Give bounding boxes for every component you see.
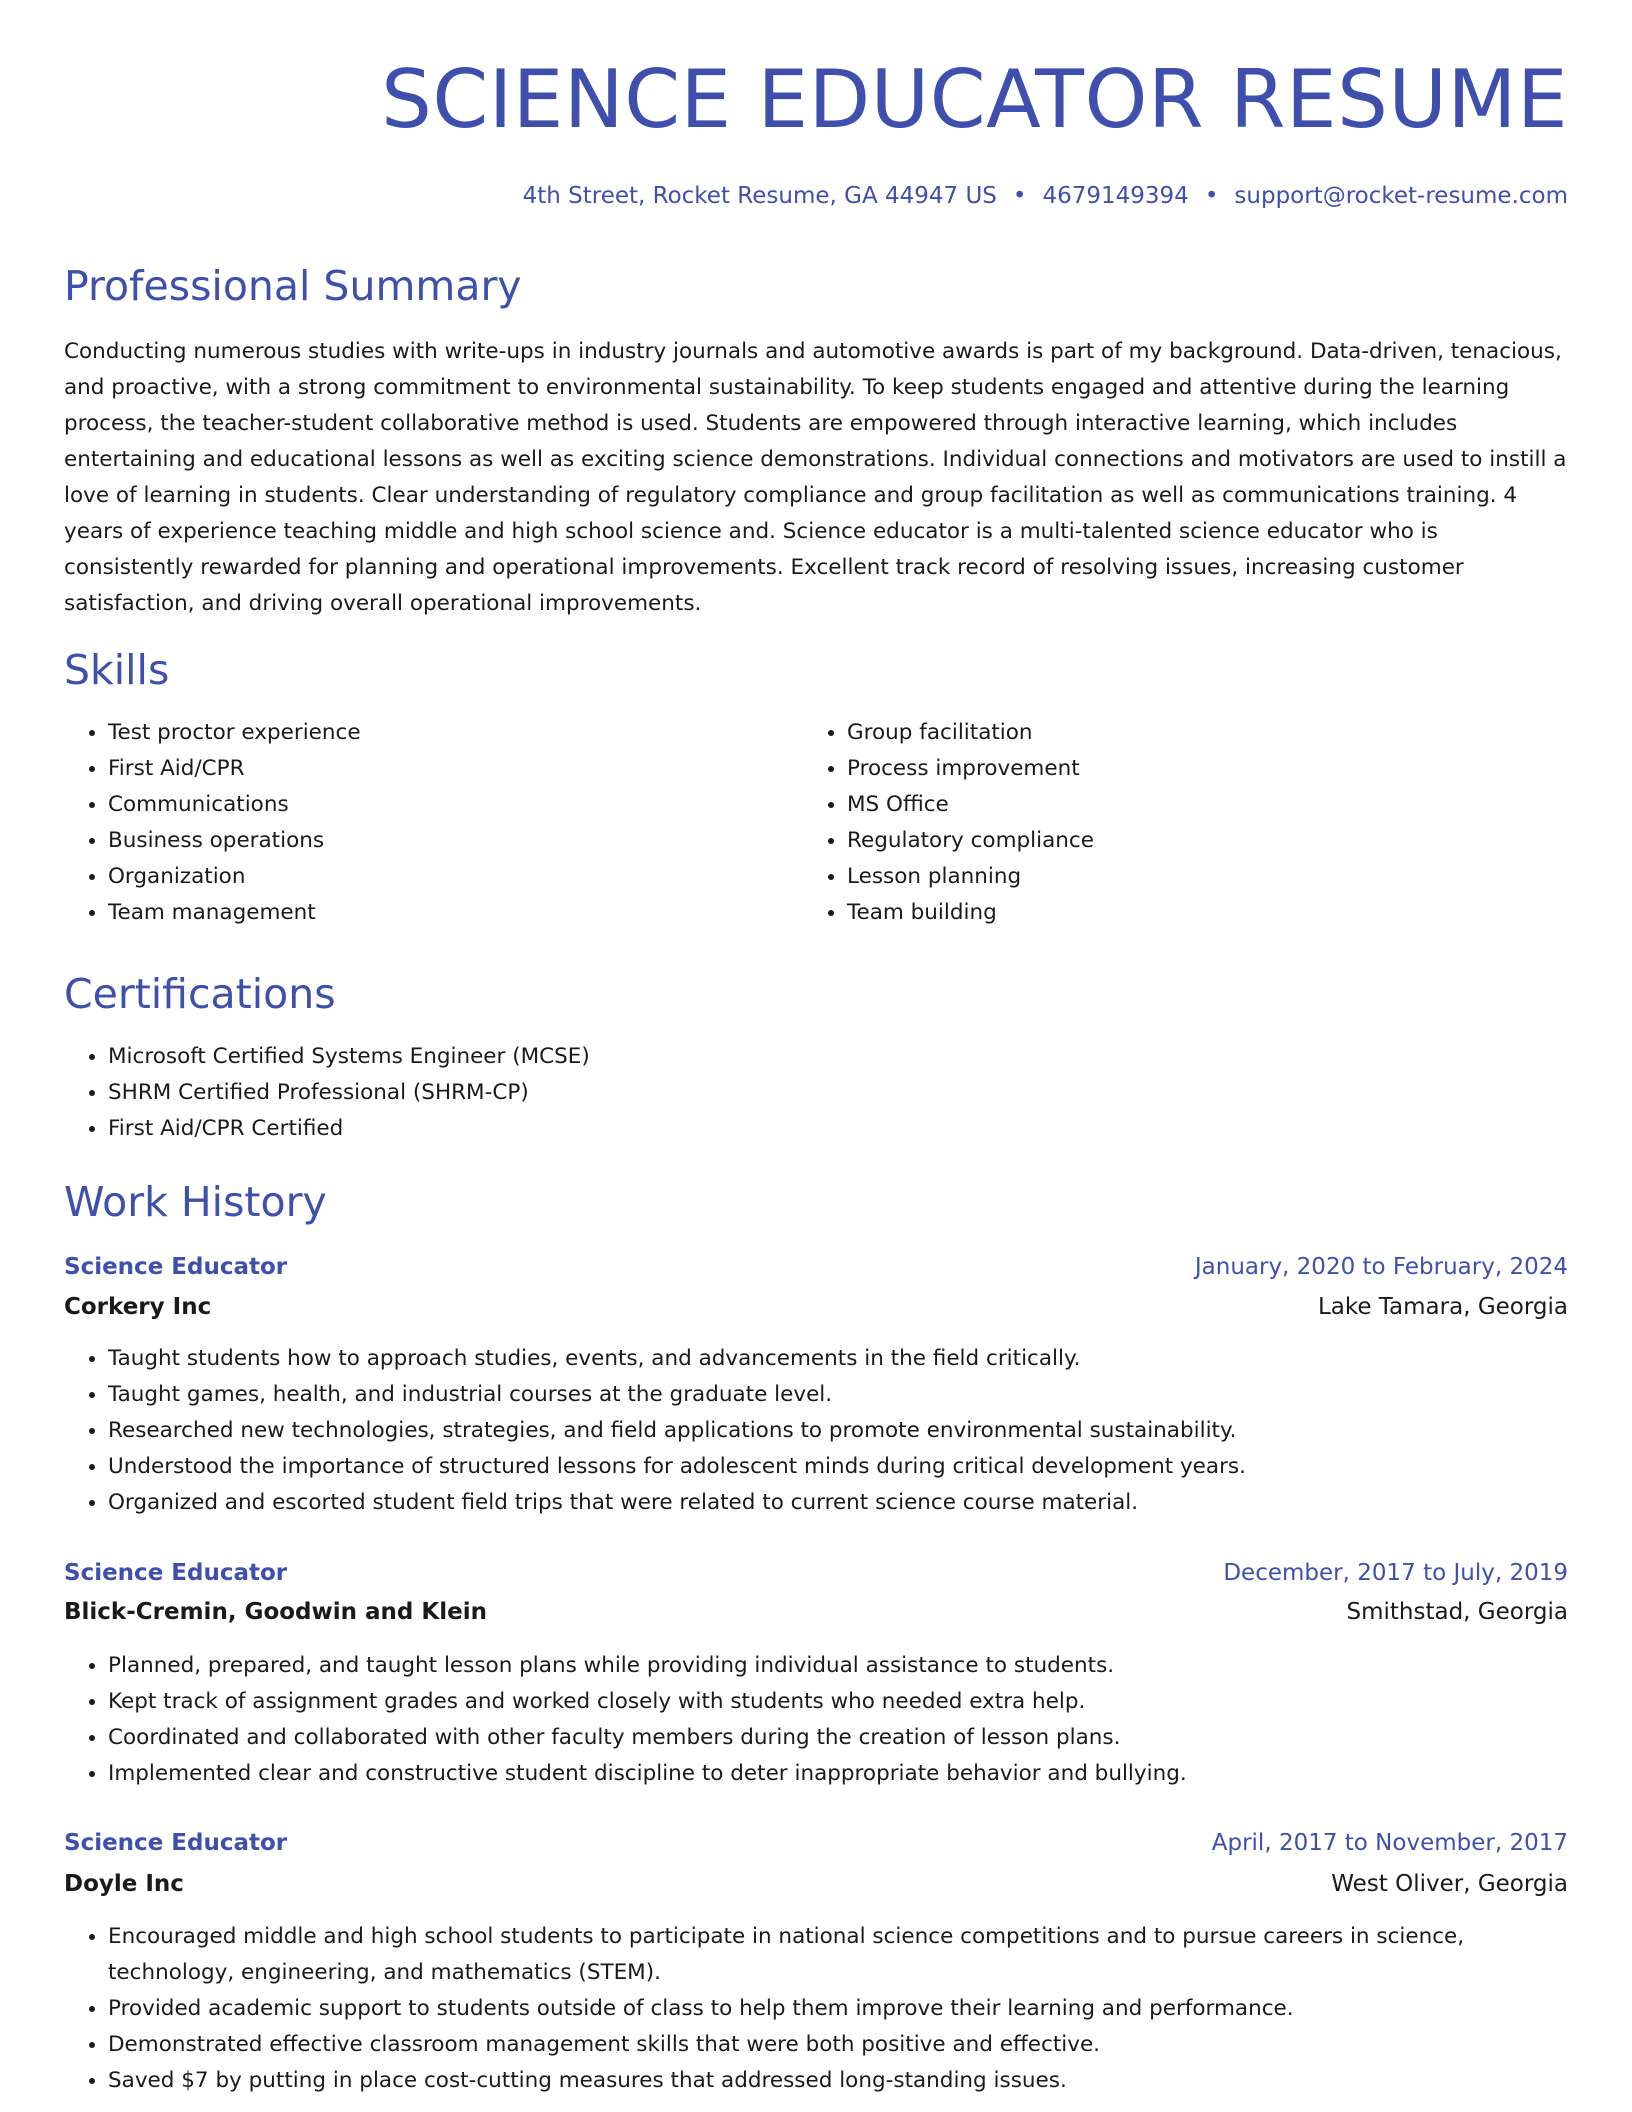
job-title: Science Educator bbox=[64, 1560, 288, 1586]
job-bullet: • Researched new technologies, strategies, and field applications to promote environmental sustainability. bbox=[108, 1413, 1568, 1449]
job-dates: December, 2017 to July, 2019 bbox=[1223, 1560, 1568, 1586]
contact-address: 4th Street, Rocket Resume, GA 44947 US bbox=[522, 183, 997, 209]
contact-separator: • bbox=[1204, 183, 1219, 209]
skill-item: • Lesson planning bbox=[847, 859, 1547, 895]
job-dates: January, 2020 to February, 2024 bbox=[1194, 1254, 1568, 1280]
skills-list-left bbox=[64, 715, 808, 931]
skill-item: • Communications bbox=[108, 787, 808, 823]
job-bullets bbox=[64, 1648, 1568, 1792]
work-history-heading: Work History bbox=[64, 1178, 327, 1226]
certification-item: • SHRM Certified Professional (SHRM-CP) bbox=[108, 1075, 1568, 1111]
job-bullet: • Provided academic support to students outside of class to help them improve their learning and performance. bbox=[108, 1991, 1568, 2027]
job-bullet: • Coordinated and collaborated with other faculty members during the creation of lesson plans. bbox=[108, 1720, 1568, 1756]
skill-item: • Team management bbox=[108, 895, 808, 931]
summary-text: Conducting numerous studies with write-ups in industry journals and automotive awards is part of my background. Data-driven, tenacious, and proactive, with a strong commitment to environmental sustainability. To keep students engaged and attentive during the learning process, the teacher-student collaborative method is used. Students are empowered through interactive learning, which includes entertaining and educational lessons as well as exciting science demonstrations. Individual connections and motivators are used to instill a love of learning in students. Clear understanding of regulatory compliance and group facilitation as well as communications training. 4 years of experience teaching middle and high school science and. Science educator is a multi-talented science educator who is consistently rewarded for planning and operational improvements. Excellent track record of resolving issues, increasing customer satisfaction, and driving overall operational improvements. bbox=[64, 339, 1567, 616]
skill-item: • MS Office bbox=[847, 787, 1547, 823]
job-title: Science Educator bbox=[64, 1830, 288, 1856]
job-bullet: • Demonstrated effective classroom management skills that were both positive and effective. bbox=[108, 2027, 1568, 2063]
certification-item: • First Aid/CPR Certified bbox=[108, 1111, 1568, 1147]
certifications-list bbox=[64, 1039, 1568, 1147]
contact-email[interactable]: support@rocket-resume.com bbox=[1234, 183, 1568, 209]
job-location: Smithstad, Georgia bbox=[1346, 1599, 1568, 1625]
certification-item: • Microsoft Certified Systems Engineer (MCSE) bbox=[108, 1039, 1568, 1075]
job-title: Science Educator bbox=[64, 1254, 288, 1280]
job-bullet: • Saved $7 by putting in place cost-cutting measures that addressed long-standing issues. bbox=[108, 2063, 1568, 2099]
contact-phone: 4679149394 bbox=[1042, 183, 1189, 209]
job-bullet: • Encouraged middle and high school students to participate in national science competitions and to pursue careers in science, technology, engineering, and mathematics (STEM). bbox=[108, 1919, 1568, 1991]
job-bullet: • Implemented clear and constructive student discipline to deter inappropriate behavior and bullying. bbox=[108, 1756, 1568, 1792]
job-bullet: • Planned, prepared, and taught lesson plans while providing individual assistance to students. bbox=[108, 1648, 1568, 1684]
job-bullet: • Understood the importance of structured lessons for adolescent minds during critical development years. bbox=[108, 1449, 1568, 1485]
job-bullet: • Taught games, health, and industrial courses at the graduate level. bbox=[108, 1377, 1568, 1413]
contact-line bbox=[523, 178, 1568, 214]
job-bullets bbox=[64, 1919, 1568, 2099]
job-bullet: • Taught students how to approach studies, events, and advancements in the field critically. bbox=[108, 1341, 1568, 1377]
certifications-heading: Certifications bbox=[64, 970, 336, 1018]
job-bullets bbox=[64, 1341, 1568, 1521]
skills-list-right bbox=[803, 715, 1547, 931]
contact-separator: • bbox=[1012, 183, 1027, 209]
skill-item: • Organization bbox=[108, 859, 808, 895]
job-company: Corkery Inc bbox=[64, 1294, 212, 1320]
skill-item: • First Aid/CPR bbox=[108, 751, 808, 787]
skill-item: • Business operations bbox=[108, 823, 808, 859]
skill-item: • Test proctor experience bbox=[108, 715, 808, 751]
resume-title: SCIENCE EDUCATOR RESUME bbox=[381, 53, 1568, 146]
skill-item: • Team building bbox=[847, 895, 1547, 931]
job-bullet: • Kept track of assignment grades and worked closely with students who needed extra help. bbox=[108, 1684, 1568, 1720]
skill-item: • Process improvement bbox=[847, 751, 1547, 787]
job-company: Blick-Cremin, Goodwin and Klein bbox=[64, 1599, 487, 1625]
skill-item: • Regulatory compliance bbox=[847, 823, 1547, 859]
job-location: West Oliver, Georgia bbox=[1331, 1871, 1568, 1897]
skills-heading: Skills bbox=[64, 646, 170, 694]
summary-heading: Professional Summary bbox=[64, 262, 522, 310]
job-location: Lake Tamara, Georgia bbox=[1317, 1294, 1568, 1320]
skill-item: • Group facilitation bbox=[847, 715, 1547, 751]
job-dates: April, 2017 to November, 2017 bbox=[1211, 1830, 1568, 1856]
job-bullet: • Organized and escorted student field trips that were related to current science course material. bbox=[108, 1485, 1568, 1521]
job-company: Doyle Inc bbox=[64, 1871, 184, 1897]
